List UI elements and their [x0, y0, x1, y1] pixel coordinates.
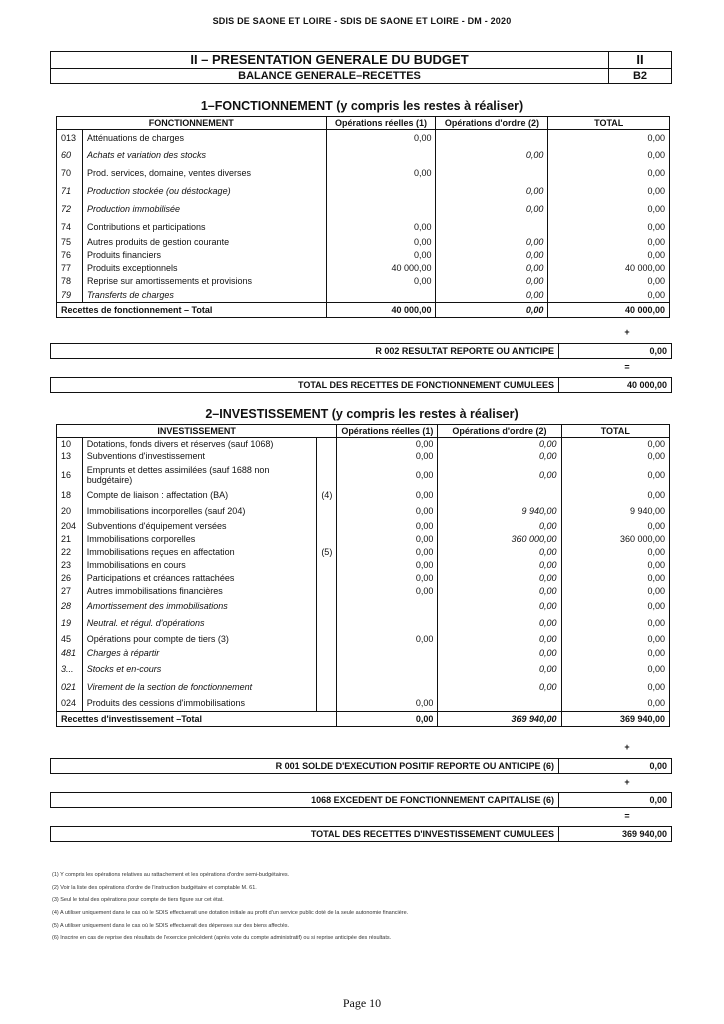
row-total: 0,00 — [561, 614, 669, 632]
row-reel: 40 000,00 — [326, 262, 436, 275]
row-reel: 0,00 — [337, 632, 438, 647]
row-label: Contributions et participations — [82, 218, 326, 236]
investissement-cumul-label: TOTAL DES RECETTES D'INVESTISSEMENT CUMULEES — [51, 827, 559, 841]
row-label: Dotations, fonds divers et réserves (sauf 1068) — [82, 438, 317, 450]
row-ordre: 0,00 — [436, 200, 548, 218]
row-ordre: 0,00 — [438, 598, 561, 614]
subtitle-code: B2 — [632, 70, 648, 82]
row-code: 78 — [57, 275, 83, 288]
row-ordre: 0,00 — [436, 288, 548, 303]
row-code: 20 — [57, 502, 83, 520]
column-header: TOTAL — [561, 425, 669, 438]
row-total: 0,00 — [548, 182, 670, 200]
column-header: Opérations d'ordre (2) — [438, 425, 561, 438]
column-header: Opérations réelles (1) — [326, 117, 436, 130]
row-code: 75 — [57, 236, 83, 249]
row-total: 0,00 — [561, 572, 669, 585]
table-row — [57, 585, 670, 598]
row-ordre: 360 000,00 — [438, 533, 561, 546]
row-note — [317, 660, 337, 678]
row-label: Compte de liaison : affectation (BA) — [82, 488, 317, 502]
r001-box — [50, 758, 672, 774]
row-note: (4) — [317, 488, 337, 502]
fonctionnement-cumul-box — [50, 377, 672, 393]
row-label: Charges à répartir — [82, 647, 317, 660]
row-label: Reprise sur amortissements et provisions — [82, 275, 326, 288]
row-total: 0,00 — [561, 696, 669, 712]
row-reel — [326, 288, 436, 303]
row-total: 360 000,00 — [561, 533, 669, 546]
footnote: (5) A utiliser uniquement dans le cas où le SDIS effectuerait des dépenses sur des biens affectés. — [52, 923, 290, 929]
column-header: TOTAL — [548, 117, 670, 130]
title-code: II — [636, 52, 644, 67]
footnote: (2) Voir la liste des opérations d'ordre de l'instruction budgétaire et comptable M. 61. — [52, 885, 257, 891]
row-label: Autres produits de gestion courante — [82, 236, 326, 249]
row-ordre: 0,00 — [436, 262, 548, 275]
row-ordre: 0,00 — [438, 614, 561, 632]
table-row — [57, 146, 670, 164]
row-ordre: 0,00 — [436, 275, 548, 288]
row-reel: 0,00 — [337, 533, 438, 546]
row-total: 0,00 — [561, 678, 669, 696]
row-ordre: 0,00 — [438, 462, 561, 488]
fonctionnement-table — [56, 116, 670, 318]
row-note — [317, 632, 337, 647]
row-reel: 0,00 — [337, 585, 438, 598]
row-label: Stocks et en-cours — [82, 660, 317, 678]
table-row — [57, 559, 670, 572]
row-note — [317, 647, 337, 660]
row-reel — [337, 647, 438, 660]
row-reel: 0,00 — [326, 218, 436, 236]
row-code: 45 — [57, 632, 83, 647]
row-reel: 0,00 — [337, 572, 438, 585]
row-total: 0,00 — [561, 438, 669, 450]
row-note — [317, 614, 337, 632]
row-label: Neutral. et régul. d'opérations — [82, 614, 317, 632]
row-reel — [337, 660, 438, 678]
row-total: 0,00 — [548, 200, 670, 218]
row-label: Autres immobilisations financières — [82, 585, 317, 598]
row-label: Immobilisations corporelles — [82, 533, 317, 546]
row-note — [317, 520, 337, 533]
row-label: Achats et variation des stocks — [82, 146, 326, 164]
footnote: (3) Seul le total des opérations pour compte de tiers figure sur cet état. — [52, 897, 224, 903]
row-reel: 0,00 — [337, 520, 438, 533]
footnote: (6) Inscrire en cas de reprise des résultats de l'exercice précédent (après vote du compte administratif) ou si reprise anticipée des résultats. — [52, 935, 392, 941]
table-row — [57, 130, 670, 146]
row-label: Production stockée (ou déstockage) — [82, 182, 326, 200]
row-label: Opérations pour compte de tiers (3) — [82, 632, 317, 647]
page-title: II – PRESENTATION GENERALE DU BUDGET — [51, 52, 609, 68]
row-ordre: 0,00 — [438, 520, 561, 533]
row-reel: 0,00 — [337, 502, 438, 520]
row-total: 0,00 — [548, 236, 670, 249]
table-row — [57, 288, 670, 303]
table-header-row — [57, 425, 670, 438]
row-ordre — [438, 488, 561, 502]
total-row — [57, 303, 670, 318]
fonctionnement-cumul-label: TOTAL DES RECETTES DE FONCTIONNEMENT CUMULEES — [51, 378, 559, 392]
table-row — [57, 262, 670, 275]
equals-sign: = — [624, 811, 630, 821]
row-total: 9 940,00 — [561, 502, 669, 520]
row-total: 0,00 — [561, 462, 669, 488]
row-code: 204 — [57, 520, 83, 533]
plus-sign: + — [624, 742, 630, 752]
column-header: Opérations d'ordre (2) — [436, 117, 548, 130]
table-row — [57, 164, 670, 182]
row-reel — [326, 200, 436, 218]
row-label: Prod. services, domaine, ventes diverses — [82, 164, 326, 182]
table-row — [57, 275, 670, 288]
table-row — [57, 660, 670, 678]
row-ordre: 0,00 — [438, 647, 561, 660]
row-total: 0,00 — [548, 218, 670, 236]
row-code: 27 — [57, 585, 83, 598]
table-row — [57, 200, 670, 218]
total-ordre: 0,00 — [436, 303, 548, 318]
table-row — [57, 438, 670, 450]
row-code: 77 — [57, 262, 83, 275]
plus-sign: + — [624, 327, 630, 337]
row-code: 76 — [57, 249, 83, 262]
row-total: 0,00 — [561, 660, 669, 678]
row-ordre: 0,00 — [436, 146, 548, 164]
row-reel: 0,00 — [337, 450, 438, 462]
row-code: 021 — [57, 678, 83, 696]
r1068-box — [50, 792, 672, 808]
row-total: 40 000,00 — [548, 262, 670, 275]
row-note — [317, 462, 337, 488]
footnote: (1) Y compris les opérations relatives au rattachement et les opérations d'ordre semi-budgétaires. — [52, 872, 290, 878]
row-reel — [326, 146, 436, 164]
table-row — [57, 572, 670, 585]
row-code: 23 — [57, 559, 83, 572]
row-code: 13 — [57, 450, 83, 462]
row-code: 26 — [57, 572, 83, 585]
row-ordre: 0,00 — [436, 249, 548, 262]
row-total: 0,00 — [561, 488, 669, 502]
row-code: 21 — [57, 533, 83, 546]
table-row — [57, 488, 670, 502]
row-reel: 0,00 — [326, 130, 436, 146]
row-note: (5) — [317, 546, 337, 559]
column-header: Opérations réelles (1) — [337, 425, 438, 438]
page-subtitle: BALANCE GENERALE–RECETTES — [51, 69, 609, 83]
row-ordre: 0,00 — [438, 546, 561, 559]
row-label: Subventions d'investissement — [82, 450, 317, 462]
row-label: Production immobilisée — [82, 200, 326, 218]
row-code: 16 — [57, 462, 83, 488]
table-row — [57, 249, 670, 262]
row-ordre: 0,00 — [438, 572, 561, 585]
row-label: Produits financiers — [82, 249, 326, 262]
row-code: 18 — [57, 488, 83, 502]
row-code: 19 — [57, 614, 83, 632]
table-row — [57, 678, 670, 696]
row-ordre — [438, 696, 561, 712]
row-ordre — [436, 164, 548, 182]
row-reel: 0,00 — [337, 438, 438, 450]
row-code: 3... — [57, 660, 83, 678]
plus-sign: + — [624, 777, 630, 787]
row-code: 22 — [57, 546, 83, 559]
table-row — [57, 236, 670, 249]
page-header: SDIS DE SAONE ET LOIRE - SDIS DE SAONE ET LOIRE - DM - 2020 — [212, 16, 512, 26]
row-ordre: 0,00 — [436, 236, 548, 249]
total-value: 40 000,00 — [548, 303, 670, 318]
table-row — [57, 218, 670, 236]
row-code: 74 — [57, 218, 83, 236]
row-label: Immobilisations en cours — [82, 559, 317, 572]
row-ordre: 0,00 — [438, 660, 561, 678]
table-row — [57, 450, 670, 462]
row-code: 013 — [57, 130, 83, 146]
row-ordre: 0,00 — [438, 438, 561, 450]
table-row — [57, 546, 670, 559]
row-label: Immobilisations incorporelles (sauf 204) — [82, 502, 317, 520]
row-total: 0,00 — [548, 164, 670, 182]
row-label: Amortissement des immobilisations — [82, 598, 317, 614]
investissement-cumul-box — [50, 826, 672, 842]
row-ordre: 0,00 — [438, 585, 561, 598]
row-note — [317, 533, 337, 546]
investissement-table — [56, 424, 670, 727]
row-total: 0,00 — [548, 275, 670, 288]
row-total: 0,00 — [561, 546, 669, 559]
row-label: Participations et créances rattachées — [82, 572, 317, 585]
row-total: 0,00 — [561, 632, 669, 647]
row-ordre — [436, 218, 548, 236]
row-reel: 0,00 — [337, 696, 438, 712]
row-code: 72 — [57, 200, 83, 218]
row-reel: 0,00 — [326, 164, 436, 182]
column-header: INVESTISSEMENT — [57, 425, 337, 438]
table-row — [57, 598, 670, 614]
row-note — [317, 598, 337, 614]
table-row — [57, 502, 670, 520]
row-ordre: 0,00 — [438, 559, 561, 572]
total-label: Recettes d'investissement –Total — [57, 712, 337, 727]
row-code: 024 — [57, 696, 83, 712]
total-row — [57, 712, 670, 727]
fonctionnement-cumul-value: 40 000,00 — [626, 380, 667, 390]
row-ordre: 9 940,00 — [438, 502, 561, 520]
r001-label: R 001 SOLDE D'EXECUTION POSITIF REPORTE OU ANTICIPE (6) — [51, 759, 559, 773]
row-total: 0,00 — [561, 520, 669, 533]
title-box — [50, 51, 672, 84]
table-row — [57, 533, 670, 546]
row-reel — [326, 182, 436, 200]
row-ordre: 0,00 — [438, 678, 561, 696]
equals-sign: = — [624, 362, 630, 372]
row-reel — [337, 678, 438, 696]
total-reel: 40 000,00 — [326, 303, 436, 318]
table-row — [57, 182, 670, 200]
row-total: 0,00 — [561, 647, 669, 660]
column-header: FONCTIONNEMENT — [57, 117, 327, 130]
fonctionnement-heading: 1–FONCTIONNEMENT (y compris les restes à réaliser) — [200, 99, 524, 113]
row-reel: 0,00 — [337, 546, 438, 559]
investissement-cumul-value: 369 940,00 — [621, 829, 667, 839]
row-reel — [337, 614, 438, 632]
table-row — [57, 632, 670, 647]
row-total: 0,00 — [561, 450, 669, 462]
row-total: 0,00 — [561, 598, 669, 614]
row-note — [317, 678, 337, 696]
row-code: 79 — [57, 288, 83, 303]
table-row — [57, 520, 670, 533]
row-ordre — [436, 130, 548, 146]
total-reel: 0,00 — [337, 712, 438, 727]
row-label: Immobilisations reçues en affectation — [82, 546, 317, 559]
r1068-label: 1068 EXCEDENT DE FONCTIONNEMENT CAPITALISE (6) — [51, 793, 559, 807]
row-ordre: 0,00 — [436, 182, 548, 200]
total-label: Recettes de fonctionnement – Total — [57, 303, 327, 318]
r002-value: 0,00 — [649, 346, 667, 356]
table-row — [57, 614, 670, 632]
row-label: Emprunts et dettes assimilées (sauf 1688 non budgétaire) — [82, 462, 317, 488]
row-total: 0,00 — [548, 130, 670, 146]
r001-value: 0,00 — [649, 761, 667, 771]
row-note — [317, 696, 337, 712]
row-code: 70 — [57, 164, 83, 182]
row-reel: 0,00 — [337, 559, 438, 572]
table-row — [57, 647, 670, 660]
row-note — [317, 450, 337, 462]
row-label: Transferts de charges — [82, 288, 326, 303]
row-reel: 0,00 — [326, 275, 436, 288]
row-reel: 0,00 — [326, 249, 436, 262]
row-label: Produits des cessions d'immobilisations — [82, 696, 317, 712]
table-row — [57, 696, 670, 712]
row-label: Subventions d'équipement versées — [82, 520, 317, 533]
row-reel: 0,00 — [326, 236, 436, 249]
row-code: 28 — [57, 598, 83, 614]
row-reel — [337, 598, 438, 614]
row-reel: 0,00 — [337, 462, 438, 488]
row-total: 0,00 — [548, 249, 670, 262]
row-note — [317, 502, 337, 520]
row-note — [317, 559, 337, 572]
r002-box — [50, 343, 672, 359]
investissement-heading: 2–INVESTISSEMENT (y compris les restes à réaliser) — [205, 407, 519, 421]
row-label: Produits exceptionnels — [82, 262, 326, 275]
r1068-value: 0,00 — [649, 795, 667, 805]
row-note — [317, 438, 337, 450]
row-code: 71 — [57, 182, 83, 200]
table-header-row — [57, 117, 670, 130]
row-label: Virement de la section de fonctionnement — [82, 678, 317, 696]
row-reel: 0,00 — [337, 488, 438, 502]
row-total: 0,00 — [548, 288, 670, 303]
row-ordre: 0,00 — [438, 632, 561, 647]
row-total: 0,00 — [561, 585, 669, 598]
table-row — [57, 462, 670, 488]
total-value: 369 940,00 — [561, 712, 669, 727]
row-ordre: 0,00 — [438, 450, 561, 462]
row-total: 0,00 — [548, 146, 670, 164]
row-note — [317, 585, 337, 598]
r002-label: R 002 RESULTAT REPORTE OU ANTICIPE — [51, 344, 559, 358]
footnote: (4) A utiliser uniquement dans le cas où le SDIS effectuerait une dotation initiale au profit d'un service public doté de la seule autonomie financière. — [52, 910, 409, 916]
row-total: 0,00 — [561, 559, 669, 572]
total-ordre: 369 940,00 — [438, 712, 561, 727]
row-label: Atténuations de charges — [82, 130, 326, 146]
row-note — [317, 572, 337, 585]
row-code: 481 — [57, 647, 83, 660]
page-number: Page 10 — [342, 996, 382, 1010]
row-code: 10 — [57, 438, 83, 450]
row-code: 60 — [57, 146, 83, 164]
